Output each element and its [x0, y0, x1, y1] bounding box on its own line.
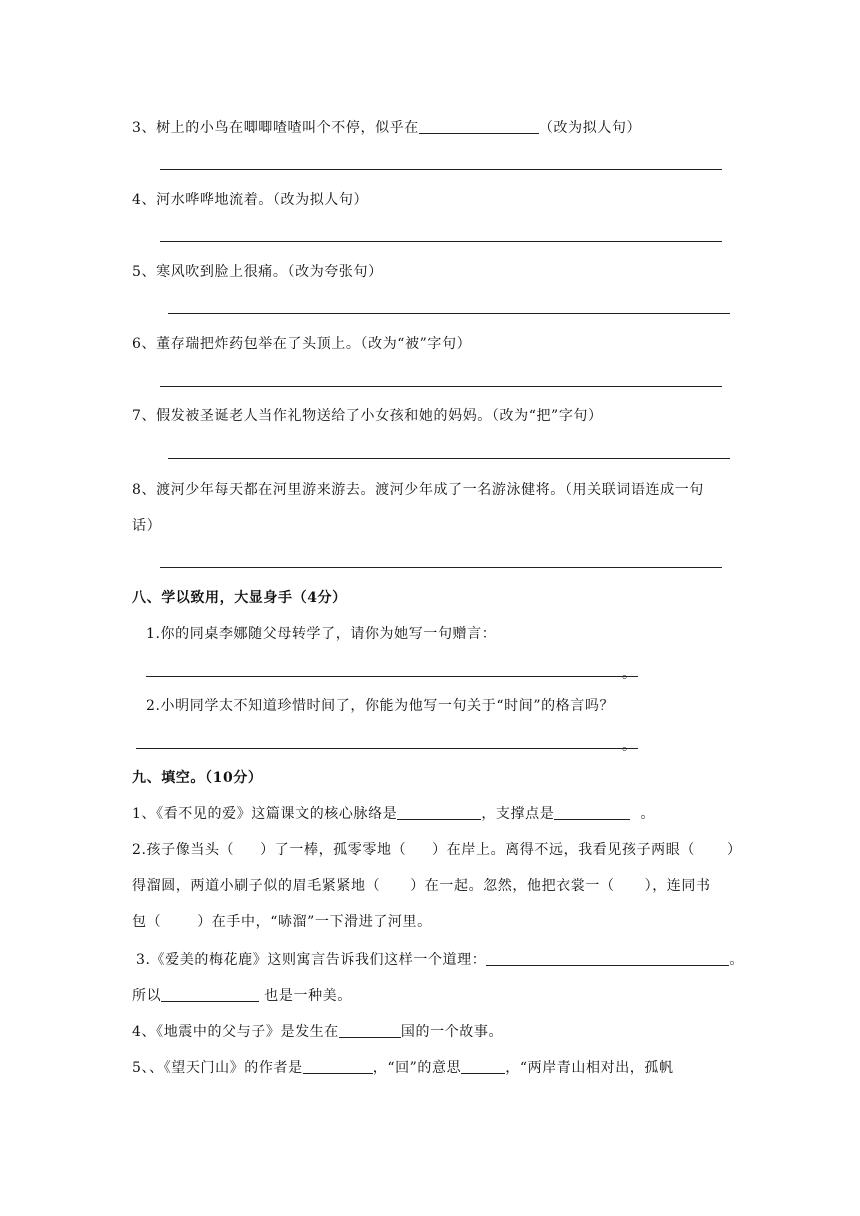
- q5-blank-1[interactable]: [303, 1059, 373, 1074]
- answer-line-3[interactable]: [160, 169, 722, 170]
- section-9-heading: 九、填空。（10分）: [132, 770, 263, 786]
- q5-text-a: 5、、《望天门山》的作者是: [132, 1060, 303, 1076]
- q1-text-a: 1、《看不见的爱》这篇课文的核心脉络是: [132, 806, 398, 822]
- q3-blank-1[interactable]: [486, 951, 729, 966]
- q5-text-c: ，“两岸青山相对出，孤帆: [505, 1060, 674, 1076]
- section-8-heading: 八、学以致用，大显身手（4分）: [132, 590, 347, 606]
- q3-blank-2[interactable]: [161, 987, 259, 1002]
- section-9-question-2-line-2: [132, 876, 711, 896]
- section-9-question-2-line-1: [132, 840, 742, 860]
- q2-text: ）在岸上。离得不远，我看见孩子两眼（: [432, 842, 695, 858]
- section-8-answer-line-2[interactable]: [136, 748, 638, 749]
- answer-line-7[interactable]: [168, 458, 730, 459]
- q2-text: 得溜圆，两道小刷子似的眉毛紧紧地（: [132, 878, 381, 894]
- section-8-answer-line-1[interactable]: [146, 676, 638, 677]
- answer-line-5[interactable]: [168, 313, 730, 314]
- section-8-question-2: 2.小明同学太不知道珍惜时间了，你能为他写一句关于“时间”的格言吗？: [146, 698, 615, 714]
- question-7: 7、假发被圣诞老人当作礼物送给了小女孩和她的妈妈。（改为“把”字句）: [132, 408, 603, 424]
- question-6: 6、董存瑞把炸药包举在了头顶上。（改为“被”字句）: [132, 336, 472, 352]
- q3-text-a: 3.《爱美的梅花鹿》这则寓言告诉我们这样一个道理：: [136, 952, 487, 968]
- answer-line-4[interactable]: [160, 241, 722, 242]
- question-3: [132, 118, 641, 138]
- question-8-line-1: 8、渡河少年每天都在河里游来游去。渡河少年成了一名游泳健将。（用关联词语连成一句: [132, 482, 704, 498]
- answer-line-8[interactable]: [160, 567, 722, 568]
- question-8-line-2: 话）: [132, 518, 162, 534]
- q2-text: ）在手中，“哧溜”一下滑进了河里。: [197, 914, 432, 930]
- section-9-question-3-line-2: [132, 986, 352, 1006]
- q2-text: ）了一棒，孤零零地（: [260, 842, 407, 858]
- q2-text: 包（: [132, 914, 162, 930]
- q2-text: ）在一起。忽然，他把衣裳一（: [410, 878, 615, 894]
- question-5: 5、寒风吹到脸上很痛。（改为夸张句）: [132, 264, 383, 280]
- q3-text-b: 。: [729, 952, 744, 968]
- section-9-question-4: [132, 1022, 503, 1042]
- question-3-text: 3、树上的小鸟在唧唧喳喳叫个不停，似乎在: [132, 120, 419, 136]
- question-3-instruction: （改为拟人句）: [538, 120, 642, 136]
- q5-text-b: ，“回”的意思: [372, 1060, 462, 1076]
- section-9-question-3-line-1: [136, 950, 744, 970]
- question-4: 4、河水哗哗地流着。（改为拟人句）: [132, 192, 369, 208]
- section-9-question-1: [132, 804, 655, 824]
- section-8-period-1: 。: [622, 666, 637, 682]
- q3-text-d: 也是一种美。: [264, 988, 352, 1004]
- section-9-question-2-line-3: [132, 912, 432, 932]
- q3-text-c: 所以: [132, 988, 162, 1004]
- section-8-question-1: 1.你的同桌李娜随父母转学了，请你为她写一句赠言：: [146, 626, 497, 642]
- q1-text-b: ，支撑点是: [481, 806, 555, 822]
- q2-text: 2.孩子像当头（: [132, 842, 235, 858]
- q1-blank-2[interactable]: [554, 805, 630, 820]
- q2-text: ），连同书: [644, 878, 711, 894]
- q2-text: ）: [726, 842, 742, 858]
- answer-line-6[interactable]: [160, 386, 722, 387]
- section-8-period-2: 。: [622, 738, 637, 754]
- q4-blank[interactable]: [339, 1023, 401, 1038]
- q1-blank-1[interactable]: [397, 805, 481, 820]
- q1-text-c: 。: [640, 806, 656, 822]
- q4-text-a: 4、《地震中的父与子》是发生在: [132, 1024, 339, 1040]
- q5-blank-2[interactable]: [461, 1059, 505, 1074]
- q4-text-b: 国的一个故事。: [400, 1024, 504, 1040]
- section-9-question-5: [132, 1058, 674, 1078]
- question-3-blank[interactable]: [419, 119, 539, 134]
